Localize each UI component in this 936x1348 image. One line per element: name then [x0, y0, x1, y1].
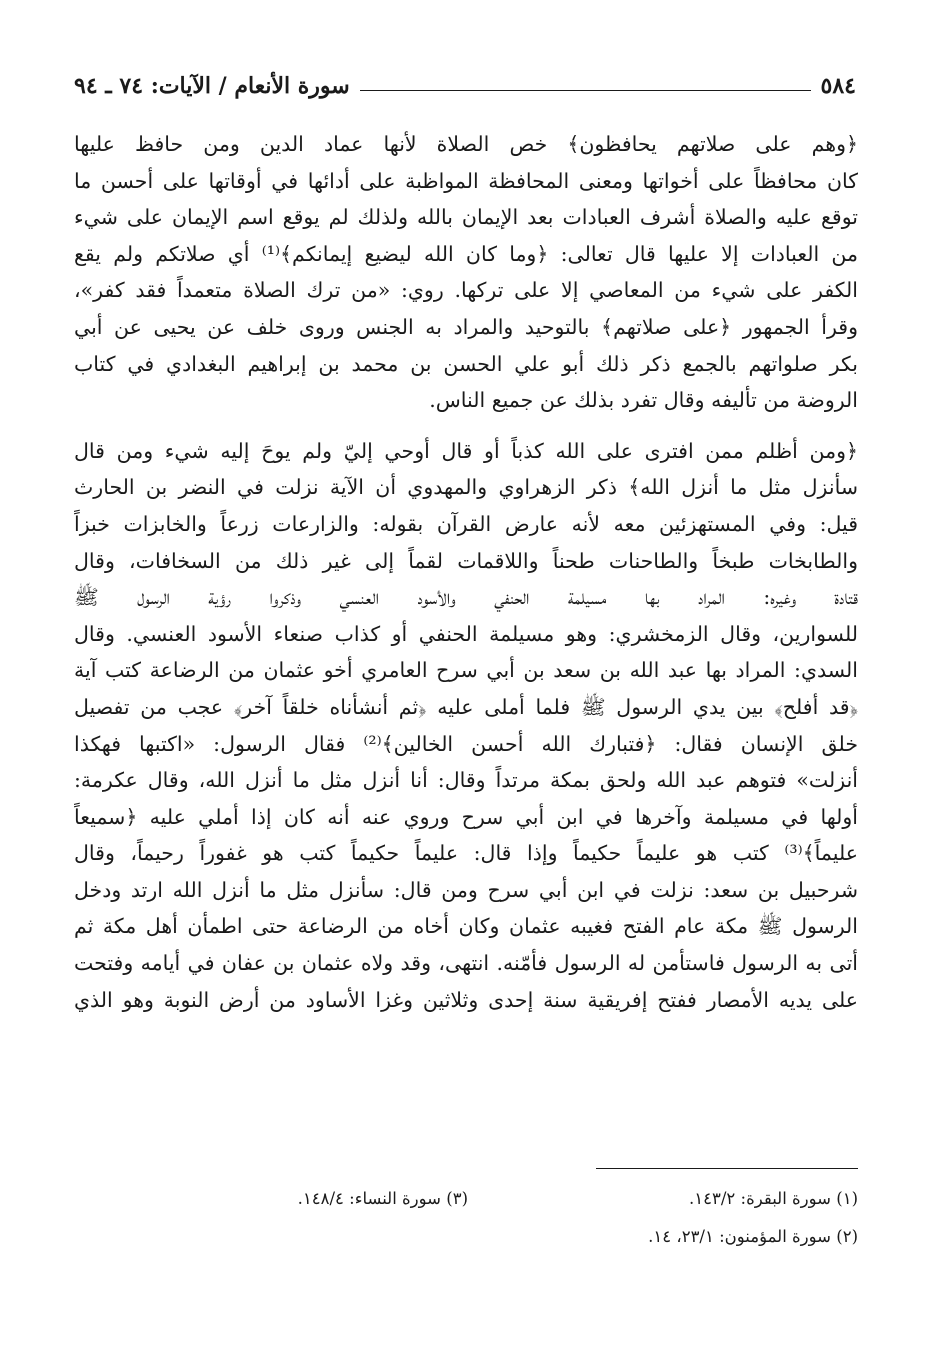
- text-line: وقرأ الجمهور ﴿على صلاتهم﴾ بالتوحيد والمراد به الجنس وروى خلف عن يحيى عن أبي: [74, 314, 858, 339]
- text-line: قيل: وفي المستهزئين معه لأنه عارض القرآن بقوله: والزارعات زرعاً والخابزات خبزاً: [74, 511, 858, 536]
- footnotes: [78, 1180, 858, 1256]
- text-line: ﴿قد أفلح﴾ بين يدي الرسول ﷺ فلما أملى عليه ﴿ثم أنشأناه خلقاً آخر﴾ عجب من تفصيل: [74, 694, 858, 719]
- header-rule: [360, 90, 811, 91]
- text-line: كان محافظاً على أخواتها ومعنى المحافظة المواظبة على أدائها في أوقاتها على أحسن ما: [74, 168, 858, 193]
- text-line: سأنزل مثل ما أنزل الله﴾ ذكر الزهراوي والمهدوي أن الآية نزلت في النضر بن الحارث: [74, 475, 858, 500]
- paragraph: [74, 433, 858, 1019]
- text-line: بكر صلواتهم بالجمع ذكر ذلك أبو علي الحسن بن محمد بن إبراهيم البغدادي في كتاب: [74, 351, 858, 376]
- paragraph: [74, 126, 858, 419]
- page-number: ٥٨٤: [820, 73, 856, 99]
- text-line: قتادة وغيره: المراد بها مسيلمة الحنفي والأسود العنسي وذكروا رؤية الرسول ﷺ: [74, 585, 858, 610]
- text-line: من العبادات إلا عليها قال تعالى: ﴿وما كان الله ليضيع إيمانكم﴾⁽¹⁾ أي صلاتكم ولم يقع: [74, 241, 858, 266]
- footnote-1: (١) سورة البقرة: ١٤٣/٢.: [689, 1189, 858, 1208]
- footnote-3: (٣) سورة النساء: ١٤٨/٤.: [297, 1189, 468, 1208]
- body-text: [74, 126, 858, 1018]
- text-line: أتى به الرسول فاستأمن له الرسول فأمّنه. انتهى، وقد ولاه عثمان بن عفان في أيامه وفتحت: [74, 951, 858, 976]
- text-line: السدي: المراد بها عبد الله بن سعد بن أبي سرح العامري أخو عثمان من الرضاعة كتب آية: [74, 658, 858, 683]
- text-line: والطابخات طبخاً والطاحنات طحناً واللاقمات لقماً إلى غير ذلك من السخافات، وقال: [74, 548, 858, 573]
- text-line: أنزلت» فتوهم عبد الله ولحق بمكة مرتداً وقال: أنا أنزل مثل ما أنزل الله، وقال عكرمة:: [74, 768, 858, 793]
- text-line: خلق الإنسان فقال: ﴿فتبارك الله أحسن الخالين﴾⁽²⁾ فقال الرسول: «اكتبها فهكذا: [74, 731, 858, 756]
- text-line: على يديه الأمصار ففتح إفريقية سنة إحدى وثلاثين وغزا الأساود من أرض النوبة وهو الذي: [74, 987, 858, 1012]
- text-line: ﴿ومن أظلم ممن افترى على الله كذباً أو قال أوحي إليّ ولم يوحَ إليه شيء ومن قال: [74, 438, 858, 463]
- text-line: الرسول ﷺ مكة عام الفتح فغيبه عثمان وكان أخاه من الرضاعة حتى اطمأن أهل مكة ثم: [74, 914, 858, 939]
- running-title: سورة الأنعام / الآيات: ٧٤ ـ ٩٤: [74, 73, 350, 99]
- footnote-separator: [596, 1168, 858, 1169]
- text-line: الكفر على شيء من المعاصي إلا على تركها. روي: «من ترك الصلاة متعمداً فقد كفر»،: [74, 278, 858, 303]
- text-line: توقع عليه والصلاة أشرف العبادات بعد الإيمان بالله ولذلك لم يوقع اسم الإيمان على شيء: [74, 205, 858, 230]
- text-line: شرحبيل بن سعد: نزلت في ابن أبي سرح ومن قال: سأنزل مثل ما أنزل الله ارتد ودخل: [74, 877, 858, 902]
- footnote-2: (٢) سورة المؤمنون: ٢٣/١، ١٤.: [648, 1227, 858, 1246]
- text-line: أولها في مسيلمة وآخرها في ابن أبي سرح وروي عنه أنه كان إذا أملي عليه ﴿سميعاً: [74, 804, 858, 829]
- page-header: [74, 66, 856, 106]
- footnote-row: [78, 1218, 858, 1256]
- text-line: ﴿وهم على صلاتهم يحافظون﴾ خص الصلاة لأنها عماد الدين ومن حافظ عليها: [74, 132, 858, 156]
- text-line: الروضة من تأليفه وقال تفرد بذلك عن جميع الناس.: [429, 388, 858, 413]
- text-line: عليماً﴾⁽³⁾ كتب هو عليماً حكيماً وإذا قال: عليماً حكيماً كتب هو غفوراً رحيماً، وقال: [74, 841, 858, 866]
- footnote-row: [78, 1180, 858, 1218]
- text-line: للسوارين، وقال الزمخشري: وهو مسيلمة الحنفي أو كذاب صنعاء الأسود العنسي. وقال: [74, 621, 858, 646]
- paragraph-gap: [74, 419, 858, 433]
